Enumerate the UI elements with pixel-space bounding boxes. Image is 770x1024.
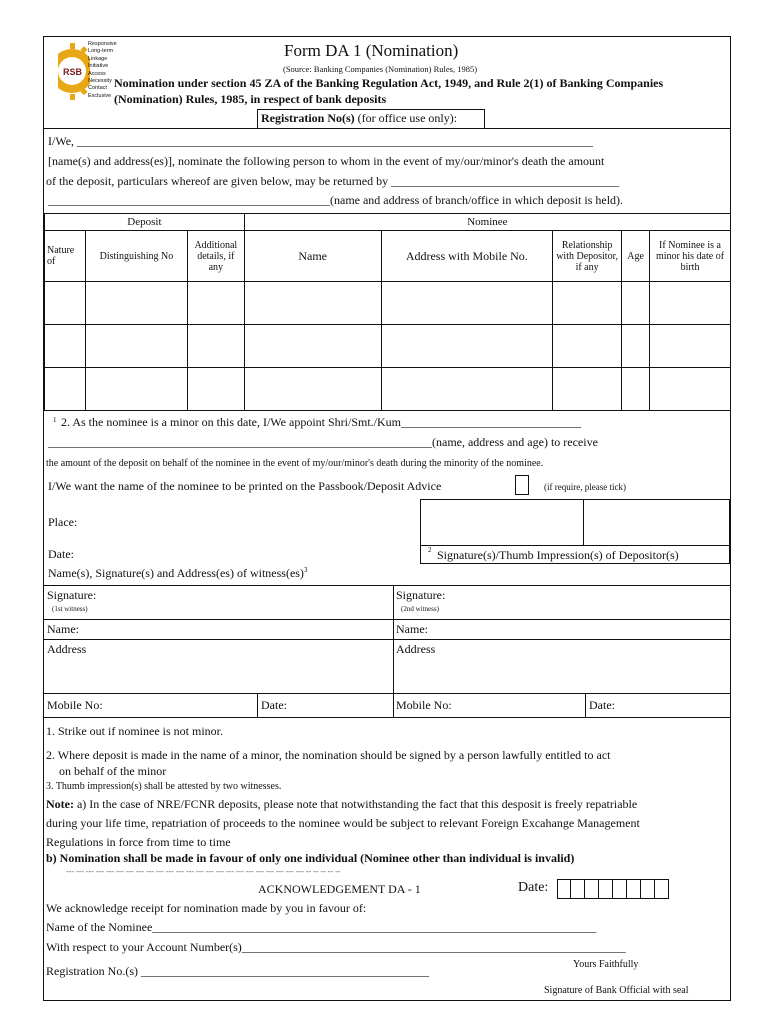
note-b: b) Nomination shall be made in favour of only one individual (Nominee other than individual is invalid) bbox=[46, 851, 575, 865]
table-row[interactable] bbox=[45, 368, 731, 411]
witness2-caption: (2nd witness) bbox=[401, 605, 439, 613]
logo-text: Responsive Long-term Linkage Initiative Access Necessity Contact Exclusive bbox=[88, 41, 117, 99]
passbook-checkbox[interactable] bbox=[515, 475, 529, 495]
col-minor-dob: If Nominee is a minor his date of birth bbox=[650, 231, 731, 282]
divider bbox=[44, 717, 730, 718]
depositor-signature-box-2[interactable] bbox=[584, 499, 730, 546]
witness2-date[interactable]: Date: bbox=[589, 698, 615, 712]
note-a-line-3: Regulations in force from time to time bbox=[46, 835, 231, 849]
date-label: Date: bbox=[48, 547, 74, 561]
divider bbox=[393, 585, 394, 717]
ack-date-label: Date: bbox=[518, 880, 549, 895]
ack-title: ACKNOWLEDGEMENT DA - 1 bbox=[258, 882, 421, 896]
col-nature: Nature of bbox=[45, 231, 86, 282]
note-3: 3. Thumb impression(s) shall be attested by two witnesses. bbox=[46, 781, 282, 792]
registration-label: Registration No(s) (for office use only): bbox=[261, 111, 458, 125]
form-source: (Source: Banking Companies (Nomination) Rules, 1985) bbox=[283, 64, 478, 74]
divider bbox=[44, 585, 730, 586]
form-page bbox=[43, 36, 731, 1001]
ack-official-signature: Signature of Bank Official with seal bbox=[544, 985, 689, 996]
col-age: Age bbox=[622, 231, 650, 282]
divider bbox=[44, 619, 730, 620]
witness2-name[interactable]: Name: bbox=[396, 622, 428, 636]
divider bbox=[44, 639, 730, 640]
logo-abbr: RSB bbox=[63, 67, 83, 77]
minor-line-2[interactable]: ________________________________________________________________(name, address and age) to receive bbox=[48, 435, 598, 449]
divider bbox=[44, 128, 730, 129]
note-2a: 2. Where deposit is made in the name of a minor, the nomination should be signed by a person lawfully entitled to act bbox=[46, 748, 611, 762]
group-deposit: Deposit bbox=[45, 214, 245, 231]
form-subtitle-2: (Nomination) Rules, 1985, in respect of bank deposits bbox=[114, 92, 387, 106]
nomination-table bbox=[44, 213, 731, 411]
ack-receipt: We acknowledge receipt for nomination made by you in favour of: bbox=[46, 901, 367, 915]
ack-account[interactable]: With respect to your Account Number(s)________________________________________________________________ bbox=[46, 940, 626, 954]
table-row[interactable] bbox=[45, 282, 731, 325]
minor-line-3: the amount of the deposit on behalf of the nominee in the event of my/our/minor's death during the minority of the nominee. bbox=[46, 458, 544, 469]
witness1-date[interactable]: Date: bbox=[261, 698, 287, 712]
passbook-label: I/We want the name of the nominee to be printed on the Passbook/Deposit Advice bbox=[48, 479, 442, 493]
col-additional: Additional details, if any bbox=[187, 231, 244, 282]
witness2-signature[interactable]: Signature: bbox=[396, 588, 446, 602]
witness1-signature[interactable]: Signature: bbox=[47, 588, 97, 602]
intro-line-1[interactable]: I/We, ______________________________________________________________________________________ bbox=[48, 134, 594, 148]
minor-line-1[interactable]: 2. As the nominee is a minor on this date, I/We appoint Shri/Smt./Kum______________________________ bbox=[61, 415, 582, 429]
form-subtitle-1: Nomination under section 45 ZA of the Banking Regulation Act, 1949, and Rule 2(1) of Banking Companies bbox=[114, 76, 664, 90]
ack-yours-faithfully: Yours Faithfully bbox=[573, 959, 639, 970]
bank-logo-icon bbox=[48, 39, 90, 103]
note-1: 1. Strike out if nominee is not minor. bbox=[46, 724, 223, 738]
note-a-line-1: Note: a) In the case of NRE/FCNR deposits, please note that notwithstanding the fact that this desposit is freely repatriable bbox=[46, 797, 638, 811]
col-relationship: Relationship with Depositor, if any bbox=[553, 231, 622, 282]
note-2b: on behalf of the minor bbox=[59, 764, 167, 778]
witness1-address[interactable]: Address bbox=[47, 642, 87, 656]
ack-registration[interactable]: Registration No.(s) ________________________________________________ bbox=[46, 964, 429, 978]
col-name: Name bbox=[244, 231, 381, 282]
witness1-mobile[interactable]: Mobile No: bbox=[47, 698, 103, 712]
witness1-caption: (1st witness) bbox=[52, 605, 88, 613]
ack-date-boxes[interactable] bbox=[557, 879, 669, 899]
col-address: Address with Mobile No. bbox=[381, 231, 553, 282]
sig-superscript: 2 bbox=[428, 546, 432, 554]
witness2-mobile[interactable]: Mobile No: bbox=[396, 698, 452, 712]
place-label: Place: bbox=[48, 515, 78, 529]
col-distinguishing: Distinguishing No bbox=[85, 231, 187, 282]
divider bbox=[257, 693, 258, 717]
table-row[interactable] bbox=[45, 325, 731, 368]
depositor-signature-box-1[interactable] bbox=[420, 499, 584, 546]
ack-nominee[interactable]: Name of the Nominee__________________________________________________________________________ bbox=[46, 920, 597, 934]
divider bbox=[585, 693, 586, 717]
group-nominee: Nominee bbox=[244, 214, 730, 231]
minor-superscript: 1 bbox=[53, 416, 57, 424]
witness-heading: Name(s), Signature(s) and Address(es) of witness(es)$^3$ bbox=[48, 566, 308, 580]
depositor-signature-label: Signature(s)/Thumb Impression(s) of Depositor(s) bbox=[437, 548, 679, 562]
witness1-name[interactable]: Name: bbox=[47, 622, 79, 636]
passbook-note: (if require, please tick) bbox=[544, 482, 626, 492]
divider bbox=[44, 693, 730, 694]
intro-line-2: [name(s) and address(es)], nominate the following person to whom in the event of my/our/minor's death the amount bbox=[48, 154, 605, 168]
cut-line: --- --- --- --- --- --- --- --- --- --- --- --- --- --- --- --- --- --- --- --- --- --- --- --- -- -- -- -- -- bbox=[66, 867, 341, 876]
form-title: Form DA 1 (Nomination) bbox=[284, 41, 459, 60]
intro-line-4[interactable]: _______________________________________________(name and address of branch/office in which deposit is held). bbox=[48, 193, 624, 207]
note-a-line-2: during your life time, repatriation of proceeds to the nominee would be subject to relevant Foreign Excahange Management bbox=[46, 816, 640, 830]
witness2-address[interactable]: Address bbox=[396, 642, 436, 656]
intro-line-3[interactable]: of the deposit, particulars whereof are given below, may be returned by ______________________________________ bbox=[46, 174, 620, 188]
